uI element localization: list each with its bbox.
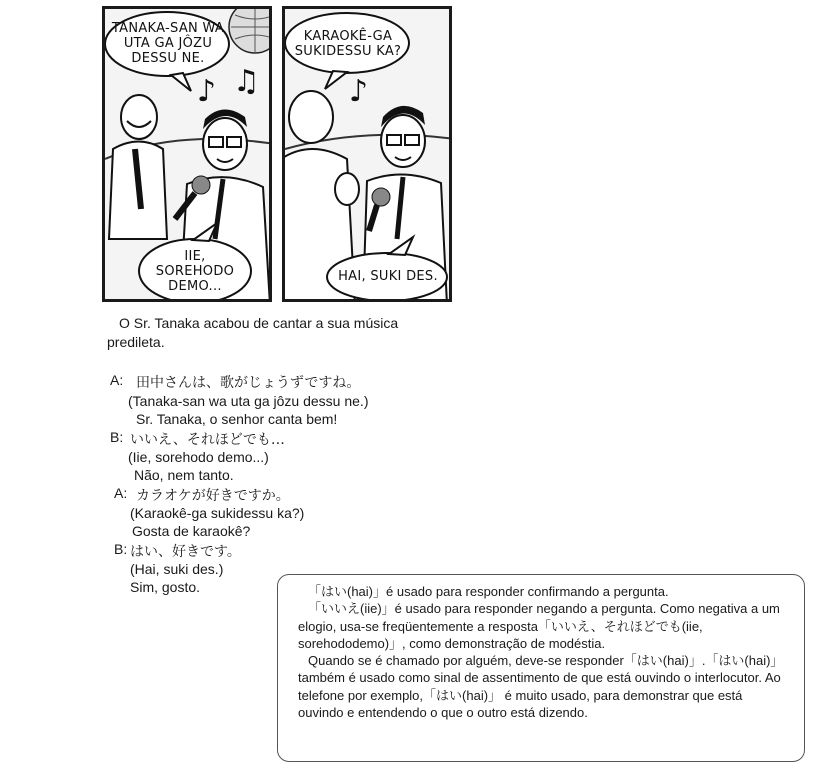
speaker-label: B: xyxy=(110,429,124,445)
japanese-text: いいえ、それほどでも… xyxy=(130,432,285,448)
japanese-text: はい、好きです。 xyxy=(130,544,241,560)
svg-text:♪: ♪ xyxy=(349,74,369,109)
speaker-label: B: xyxy=(114,541,128,557)
japanese-text: カラオケが好きですか。 xyxy=(136,488,290,504)
speaker-label: A: xyxy=(114,485,128,501)
comic-panel-left xyxy=(102,6,272,302)
scene-caption xyxy=(107,314,437,352)
speech-bubble-reply: IIE, SOREHODO DEMO... xyxy=(155,249,235,294)
romaji-text: (Hai, suki des.) xyxy=(130,561,224,577)
svg-text:♪: ♪ xyxy=(197,74,217,109)
explanation-note-box xyxy=(277,574,805,762)
note-paragraph-usage: Quando se é chamado por alguém, deve-se responder「はい(hai)」.「はい(hai)」 também é usado como sinal de assentimento de que está ouvindo o interlocutor. Ao telefone por exemplo,「はい(hai)」 é muito usado, para demonstrar que está ouvindo e entendendo o que o outro está dizendo. xyxy=(298,653,784,721)
romaji-text: (Iie, sorehodo demo...) xyxy=(128,449,269,465)
translation-text: Gosta de karaokê? xyxy=(132,523,251,539)
translation-text: Sim, gosto. xyxy=(130,579,201,595)
romaji-text: (Tanaka-san wa uta ga jôzu dessu ne.) xyxy=(128,393,369,409)
note-paragraph-hai: 「はい(hai)」é usado para responder confirmando a pergunta. xyxy=(308,584,669,599)
comic-panel-right xyxy=(282,6,452,302)
note-paragraph-iie: 「いいえ(iie)」é usado para responder negando a pergunta. Como negativa a um elogio, usa-se freqüentemente a resposta「いいえ、それほどでも(iie, sorehododemo)」, como demonstração de modéstia. xyxy=(298,601,780,651)
speech-bubble-question: KARAOKÊ-GA SUKIDESSU KA? xyxy=(294,29,402,59)
speech-bubble-tanaka: TANAKA-SAN WA UTA GA JÔZU DESSU NE. xyxy=(111,21,225,66)
speaker-label: A: xyxy=(110,372,124,388)
speech-bubble-answer: HAI, SUKI DES. xyxy=(338,269,438,284)
svg-text:♫: ♫ xyxy=(233,64,260,99)
romaji-text: (Karaokê-ga sukidessu ka?) xyxy=(130,505,305,521)
japanese-text: 田中さんは、歌がじょうずですね。 xyxy=(136,375,361,391)
caption-text: O Sr. Tanaka acabou de cantar a sua música predileta. xyxy=(107,315,399,350)
translation-text: Não, nem tanto. xyxy=(134,467,234,483)
translation-text: Sr. Tanaka, o senhor canta bem! xyxy=(136,411,338,427)
